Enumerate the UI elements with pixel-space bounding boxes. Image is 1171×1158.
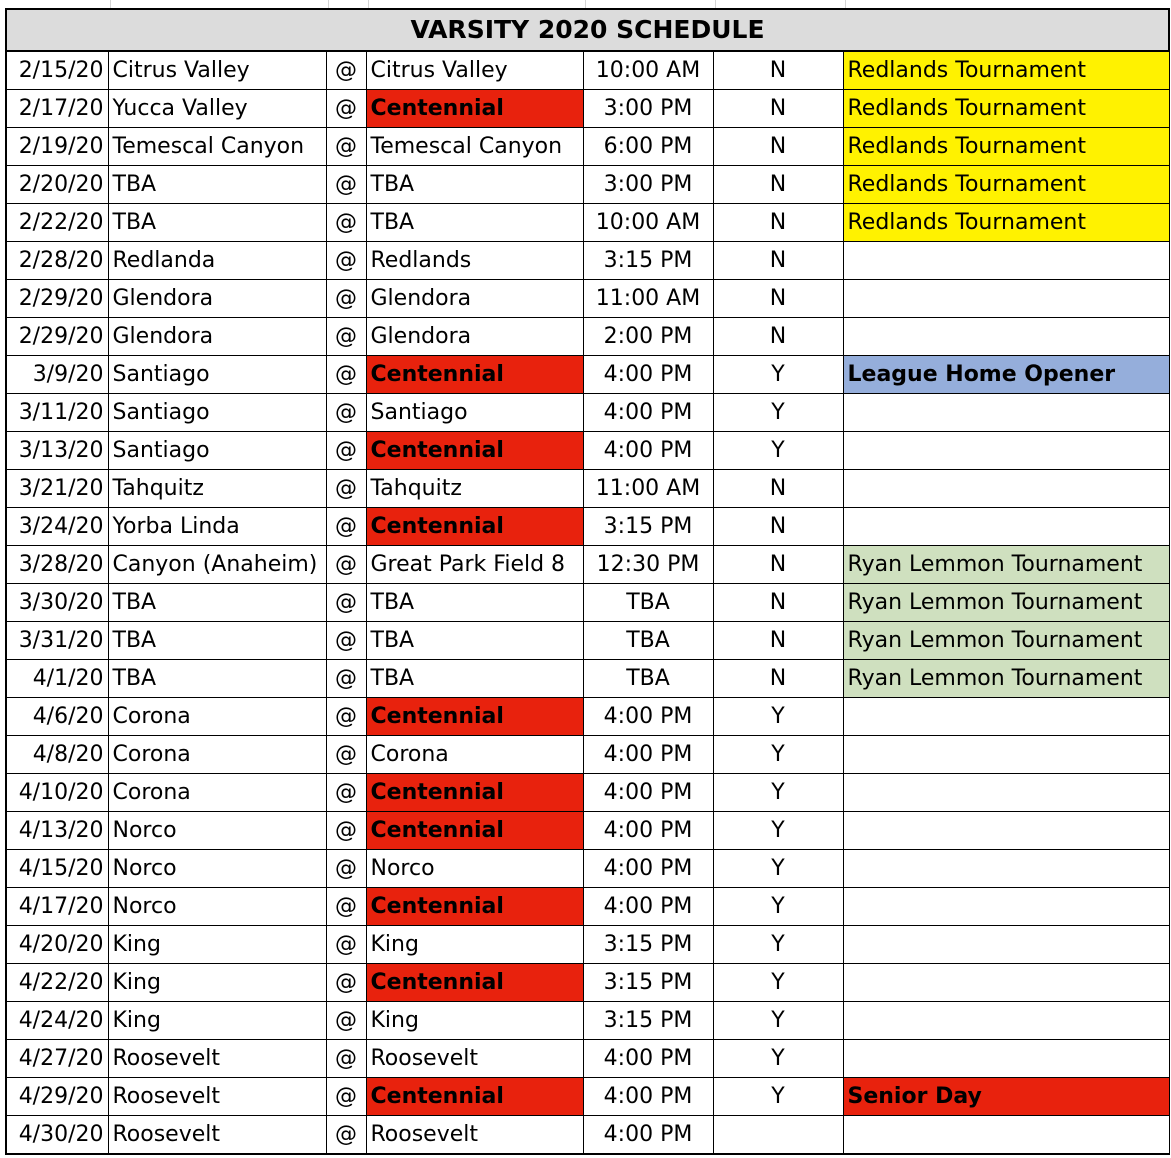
location-cell[interactable]: Centennial — [366, 698, 583, 736]
date-cell[interactable]: 4/10/20 — [6, 774, 108, 812]
location-cell[interactable]: Roosevelt — [366, 1116, 583, 1155]
league-cell[interactable]: N — [713, 128, 843, 166]
opponent-cell[interactable]: Citrus Valley — [108, 51, 326, 90]
note-cell[interactable]: Redlands Tournament — [843, 128, 1169, 166]
date-cell[interactable]: 4/13/20 — [6, 812, 108, 850]
league-cell[interactable]: Y — [713, 774, 843, 812]
note-cell[interactable] — [843, 280, 1169, 318]
date-cell[interactable]: 4/15/20 — [6, 850, 108, 888]
note-cell[interactable] — [843, 812, 1169, 850]
at-symbol-cell[interactable]: @ — [326, 356, 366, 394]
opponent-cell[interactable]: Corona — [108, 736, 326, 774]
location-cell[interactable]: King — [366, 926, 583, 964]
location-cell[interactable]: Roosevelt — [366, 1040, 583, 1078]
time-cell[interactable]: 4:00 PM — [583, 394, 713, 432]
note-cell[interactable] — [843, 242, 1169, 280]
date-cell[interactable]: 4/24/20 — [6, 1002, 108, 1040]
table-row — [6, 90, 1169, 128]
time-cell[interactable]: 3:15 PM — [583, 926, 713, 964]
opponent-cell[interactable]: Canyon (Anaheim) — [108, 546, 326, 584]
schedule-table — [5, 8, 1170, 1155]
at-symbol-cell[interactable]: @ — [326, 280, 366, 318]
location-cell[interactable]: Temescal Canyon — [366, 128, 583, 166]
at-symbol-cell[interactable]: @ — [326, 584, 366, 622]
league-cell[interactable]: Y — [713, 1078, 843, 1116]
date-cell[interactable]: 3/28/20 — [6, 546, 108, 584]
at-symbol-cell[interactable]: @ — [326, 736, 366, 774]
league-cell[interactable]: N — [713, 90, 843, 128]
date-cell[interactable]: 4/17/20 — [6, 888, 108, 926]
opponent-cell[interactable]: TBA — [108, 584, 326, 622]
table-row — [6, 432, 1169, 470]
league-cell[interactable]: Y — [713, 432, 843, 470]
location-cell[interactable]: Citrus Valley — [366, 51, 583, 90]
time-cell[interactable]: 4:00 PM — [583, 774, 713, 812]
at-symbol-cell[interactable]: @ — [326, 470, 366, 508]
table-row — [6, 242, 1169, 280]
date-cell[interactable]: 2/22/20 — [6, 204, 108, 242]
opponent-cell[interactable]: Norco — [108, 812, 326, 850]
at-symbol-cell[interactable]: @ — [326, 812, 366, 850]
time-cell[interactable]: 11:00 AM — [583, 280, 713, 318]
table-row — [6, 1040, 1169, 1078]
time-cell[interactable]: 10:00 AM — [583, 204, 713, 242]
note-cell[interactable] — [843, 964, 1169, 1002]
table-row — [6, 546, 1169, 584]
time-cell[interactable]: TBA — [583, 622, 713, 660]
location-cell[interactable]: Glendora — [366, 318, 583, 356]
time-cell[interactable]: 4:00 PM — [583, 432, 713, 470]
at-symbol-cell[interactable]: @ — [326, 888, 366, 926]
league-cell[interactable]: N — [713, 318, 843, 356]
time-cell[interactable]: 4:00 PM — [583, 1040, 713, 1078]
date-cell[interactable]: 2/28/20 — [6, 242, 108, 280]
date-cell[interactable]: 3/31/20 — [6, 622, 108, 660]
note-cell[interactable]: Redlands Tournament — [843, 90, 1169, 128]
top-gridlines — [0, 0, 1171, 8]
table-row — [6, 1002, 1169, 1040]
location-cell[interactable]: TBA — [366, 204, 583, 242]
league-cell[interactable]: N — [713, 51, 843, 90]
table-row — [6, 128, 1169, 166]
location-cell[interactable]: Centennial — [366, 964, 583, 1002]
at-symbol-cell[interactable]: @ — [326, 432, 366, 470]
table-row — [6, 51, 1169, 90]
date-cell[interactable]: 4/27/20 — [6, 1040, 108, 1078]
opponent-cell[interactable]: Santiago — [108, 394, 326, 432]
note-cell[interactable] — [843, 1002, 1169, 1040]
time-cell[interactable]: 4:00 PM — [583, 888, 713, 926]
note-cell[interactable] — [843, 888, 1169, 926]
note-cell[interactable] — [843, 736, 1169, 774]
league-cell[interactable]: Y — [713, 394, 843, 432]
league-cell[interactable]: N — [713, 622, 843, 660]
note-cell[interactable] — [843, 318, 1169, 356]
league-cell[interactable]: N — [713, 660, 843, 698]
opponent-cell[interactable]: Santiago — [108, 432, 326, 470]
location-cell[interactable]: TBA — [366, 166, 583, 204]
note-cell[interactable] — [843, 1040, 1169, 1078]
table-row — [6, 204, 1169, 242]
at-symbol-cell[interactable]: @ — [326, 318, 366, 356]
league-cell[interactable]: Y — [713, 1002, 843, 1040]
date-cell[interactable]: 2/29/20 — [6, 318, 108, 356]
at-symbol-cell[interactable]: @ — [326, 242, 366, 280]
date-cell[interactable]: 3/30/20 — [6, 584, 108, 622]
note-cell[interactable] — [843, 774, 1169, 812]
time-cell[interactable]: 4:00 PM — [583, 356, 713, 394]
time-cell[interactable]: 6:00 PM — [583, 128, 713, 166]
table-row — [6, 470, 1169, 508]
note-cell[interactable]: League Home Opener — [843, 356, 1169, 394]
league-cell[interactable]: N — [713, 242, 843, 280]
time-cell[interactable]: 4:00 PM — [583, 1078, 713, 1116]
table-row — [6, 318, 1169, 356]
league-cell[interactable]: Y — [713, 926, 843, 964]
time-cell[interactable]: TBA — [583, 584, 713, 622]
time-cell[interactable]: 3:00 PM — [583, 166, 713, 204]
table-row — [6, 356, 1169, 394]
opponent-cell[interactable]: Santiago — [108, 356, 326, 394]
opponent-cell[interactable]: Tahquitz — [108, 470, 326, 508]
opponent-cell[interactable]: Yucca Valley — [108, 90, 326, 128]
opponent-cell[interactable]: Corona — [108, 774, 326, 812]
opponent-cell[interactable]: King — [108, 1002, 326, 1040]
league-cell[interactable]: N — [713, 508, 843, 546]
at-symbol-cell[interactable]: @ — [326, 1078, 366, 1116]
league-cell[interactable] — [713, 1116, 843, 1155]
league-cell[interactable]: Y — [713, 812, 843, 850]
table-row — [6, 280, 1169, 318]
location-cell[interactable]: Glendora — [366, 280, 583, 318]
date-cell[interactable]: 4/30/20 — [6, 1116, 108, 1155]
schedule-body — [6, 9, 1169, 1154]
time-cell[interactable]: TBA — [583, 660, 713, 698]
table-row — [6, 584, 1169, 622]
time-cell[interactable]: 3:15 PM — [583, 964, 713, 1002]
note-cell[interactable] — [843, 394, 1169, 432]
date-cell[interactable]: 3/24/20 — [6, 508, 108, 546]
league-cell[interactable]: N — [713, 204, 843, 242]
table-row — [6, 812, 1169, 850]
league-cell[interactable]: N — [713, 584, 843, 622]
at-symbol-cell[interactable]: @ — [326, 128, 366, 166]
note-cell[interactable]: Redlands Tournament — [843, 204, 1169, 242]
note-cell[interactable]: Redlands Tournament — [843, 166, 1169, 204]
location-cell[interactable]: Norco — [366, 850, 583, 888]
table-row — [6, 774, 1169, 812]
league-cell[interactable]: Y — [713, 888, 843, 926]
location-cell[interactable]: TBA — [366, 584, 583, 622]
time-cell[interactable]: 4:00 PM — [583, 850, 713, 888]
opponent-cell[interactable]: Temescal Canyon — [108, 128, 326, 166]
at-symbol-cell[interactable]: @ — [326, 622, 366, 660]
location-cell[interactable]: Centennial — [366, 356, 583, 394]
opponent-cell[interactable]: Roosevelt — [108, 1078, 326, 1116]
at-symbol-cell[interactable]: @ — [326, 1116, 366, 1155]
table-row — [6, 394, 1169, 432]
date-cell[interactable]: 2/15/20 — [6, 51, 108, 90]
time-cell[interactable]: 4:00 PM — [583, 698, 713, 736]
league-cell[interactable]: N — [713, 470, 843, 508]
location-cell[interactable]: Centennial — [366, 508, 583, 546]
date-cell[interactable]: 3/13/20 — [6, 432, 108, 470]
time-cell[interactable]: 3:15 PM — [583, 1002, 713, 1040]
note-cell[interactable] — [843, 850, 1169, 888]
at-symbol-cell[interactable]: @ — [326, 698, 366, 736]
note-cell[interactable]: Ryan Lemmon Tournament — [843, 584, 1169, 622]
opponent-cell[interactable]: Corona — [108, 698, 326, 736]
date-cell[interactable]: 3/11/20 — [6, 394, 108, 432]
location-cell[interactable]: TBA — [366, 622, 583, 660]
date-cell[interactable]: 2/19/20 — [6, 128, 108, 166]
location-cell[interactable]: Centennial — [366, 90, 583, 128]
note-cell[interactable] — [843, 470, 1169, 508]
time-cell[interactable]: 4:00 PM — [583, 812, 713, 850]
table-row — [6, 660, 1169, 698]
at-symbol-cell[interactable]: @ — [326, 546, 366, 584]
location-cell[interactable]: Corona — [366, 736, 583, 774]
table-row — [6, 888, 1169, 926]
league-cell[interactable]: Y — [713, 736, 843, 774]
time-cell[interactable]: 2:00 PM — [583, 318, 713, 356]
league-cell[interactable]: Y — [713, 698, 843, 736]
time-cell[interactable]: 3:00 PM — [583, 90, 713, 128]
table-row — [6, 964, 1169, 1002]
location-cell[interactable]: King — [366, 1002, 583, 1040]
league-cell[interactable]: N — [713, 546, 843, 584]
note-cell[interactable] — [843, 432, 1169, 470]
date-cell[interactable]: 4/8/20 — [6, 736, 108, 774]
note-cell[interactable]: Senior Day — [843, 1078, 1169, 1116]
opponent-cell[interactable]: King — [108, 926, 326, 964]
location-cell[interactable]: Tahquitz — [366, 470, 583, 508]
league-cell[interactable]: Y — [713, 964, 843, 1002]
date-cell[interactable]: 4/22/20 — [6, 964, 108, 1002]
opponent-cell[interactable]: King — [108, 964, 326, 1002]
time-cell[interactable]: 3:15 PM — [583, 508, 713, 546]
location-cell[interactable]: Centennial — [366, 888, 583, 926]
table-row — [6, 1116, 1169, 1155]
opponent-cell[interactable]: TBA — [108, 204, 326, 242]
note-cell[interactable] — [843, 698, 1169, 736]
date-cell[interactable]: 4/29/20 — [6, 1078, 108, 1116]
time-cell[interactable]: 3:15 PM — [583, 242, 713, 280]
table-row — [6, 622, 1169, 660]
league-cell[interactable]: Y — [713, 1040, 843, 1078]
title-row — [6, 9, 1169, 51]
date-cell[interactable]: 2/20/20 — [6, 166, 108, 204]
opponent-cell[interactable]: Glendora — [108, 318, 326, 356]
table-row — [6, 166, 1169, 204]
time-cell[interactable]: 4:00 PM — [583, 736, 713, 774]
schedule-title[interactable]: VARSITY 2020 SCHEDULE — [6, 9, 1169, 51]
league-cell[interactable]: N — [713, 166, 843, 204]
at-symbol-cell[interactable]: @ — [326, 1040, 366, 1078]
opponent-cell[interactable]: TBA — [108, 660, 326, 698]
date-cell[interactable]: 2/17/20 — [6, 90, 108, 128]
location-cell[interactable]: Santiago — [366, 394, 583, 432]
location-cell[interactable]: TBA — [366, 660, 583, 698]
at-symbol-cell[interactable]: @ — [326, 926, 366, 964]
at-symbol-cell[interactable]: @ — [326, 394, 366, 432]
at-symbol-cell[interactable]: @ — [326, 1002, 366, 1040]
opponent-cell[interactable]: Yorba Linda — [108, 508, 326, 546]
time-cell[interactable]: 10:00 AM — [583, 51, 713, 90]
table-row — [6, 508, 1169, 546]
note-cell[interactable]: Ryan Lemmon Tournament — [843, 622, 1169, 660]
location-cell[interactable]: Redlands — [366, 242, 583, 280]
note-cell[interactable]: Redlands Tournament — [843, 51, 1169, 90]
table-row — [6, 850, 1169, 888]
league-cell[interactable]: Y — [713, 356, 843, 394]
date-cell[interactable]: 4/6/20 — [6, 698, 108, 736]
location-cell[interactable]: Great Park Field 8 — [366, 546, 583, 584]
at-symbol-cell[interactable]: @ — [326, 508, 366, 546]
opponent-cell[interactable]: Roosevelt — [108, 1040, 326, 1078]
note-cell[interactable] — [843, 1116, 1169, 1155]
at-symbol-cell[interactable]: @ — [326, 204, 366, 242]
opponent-cell[interactable]: Redlanda — [108, 242, 326, 280]
date-cell[interactable]: 3/9/20 — [6, 356, 108, 394]
time-cell[interactable]: 4:00 PM — [583, 1116, 713, 1155]
date-cell[interactable]: 4/20/20 — [6, 926, 108, 964]
location-cell[interactable]: Centennial — [366, 1078, 583, 1116]
opponent-cell[interactable]: Roosevelt — [108, 1116, 326, 1155]
league-cell[interactable]: Y — [713, 850, 843, 888]
time-cell[interactable]: 12:30 PM — [583, 546, 713, 584]
note-cell[interactable]: Ryan Lemmon Tournament — [843, 660, 1169, 698]
at-symbol-cell[interactable]: @ — [326, 90, 366, 128]
table-row — [6, 1078, 1169, 1116]
note-cell[interactable] — [843, 926, 1169, 964]
note-cell[interactable]: Ryan Lemmon Tournament — [843, 546, 1169, 584]
table-row — [6, 926, 1169, 964]
location-cell[interactable]: Centennial — [366, 812, 583, 850]
at-symbol-cell[interactable]: @ — [326, 850, 366, 888]
opponent-cell[interactable]: TBA — [108, 166, 326, 204]
opponent-cell[interactable]: TBA — [108, 622, 326, 660]
table-row — [6, 736, 1169, 774]
league-cell[interactable]: N — [713, 280, 843, 318]
date-cell[interactable]: 3/21/20 — [6, 470, 108, 508]
opponent-cell[interactable]: Norco — [108, 850, 326, 888]
at-symbol-cell[interactable]: @ — [326, 51, 366, 90]
time-cell[interactable]: 11:00 AM — [583, 470, 713, 508]
location-cell[interactable]: Centennial — [366, 432, 583, 470]
opponent-cell[interactable]: Glendora — [108, 280, 326, 318]
table-row — [6, 698, 1169, 736]
date-cell[interactable]: 4/1/20 — [6, 660, 108, 698]
location-cell[interactable]: Centennial — [366, 774, 583, 812]
date-cell[interactable]: 2/29/20 — [6, 280, 108, 318]
at-symbol-cell[interactable]: @ — [326, 774, 366, 812]
at-symbol-cell[interactable]: @ — [326, 166, 366, 204]
note-cell[interactable] — [843, 508, 1169, 546]
at-symbol-cell[interactable]: @ — [326, 964, 366, 1002]
at-symbol-cell[interactable]: @ — [326, 660, 366, 698]
opponent-cell[interactable]: Norco — [108, 888, 326, 926]
